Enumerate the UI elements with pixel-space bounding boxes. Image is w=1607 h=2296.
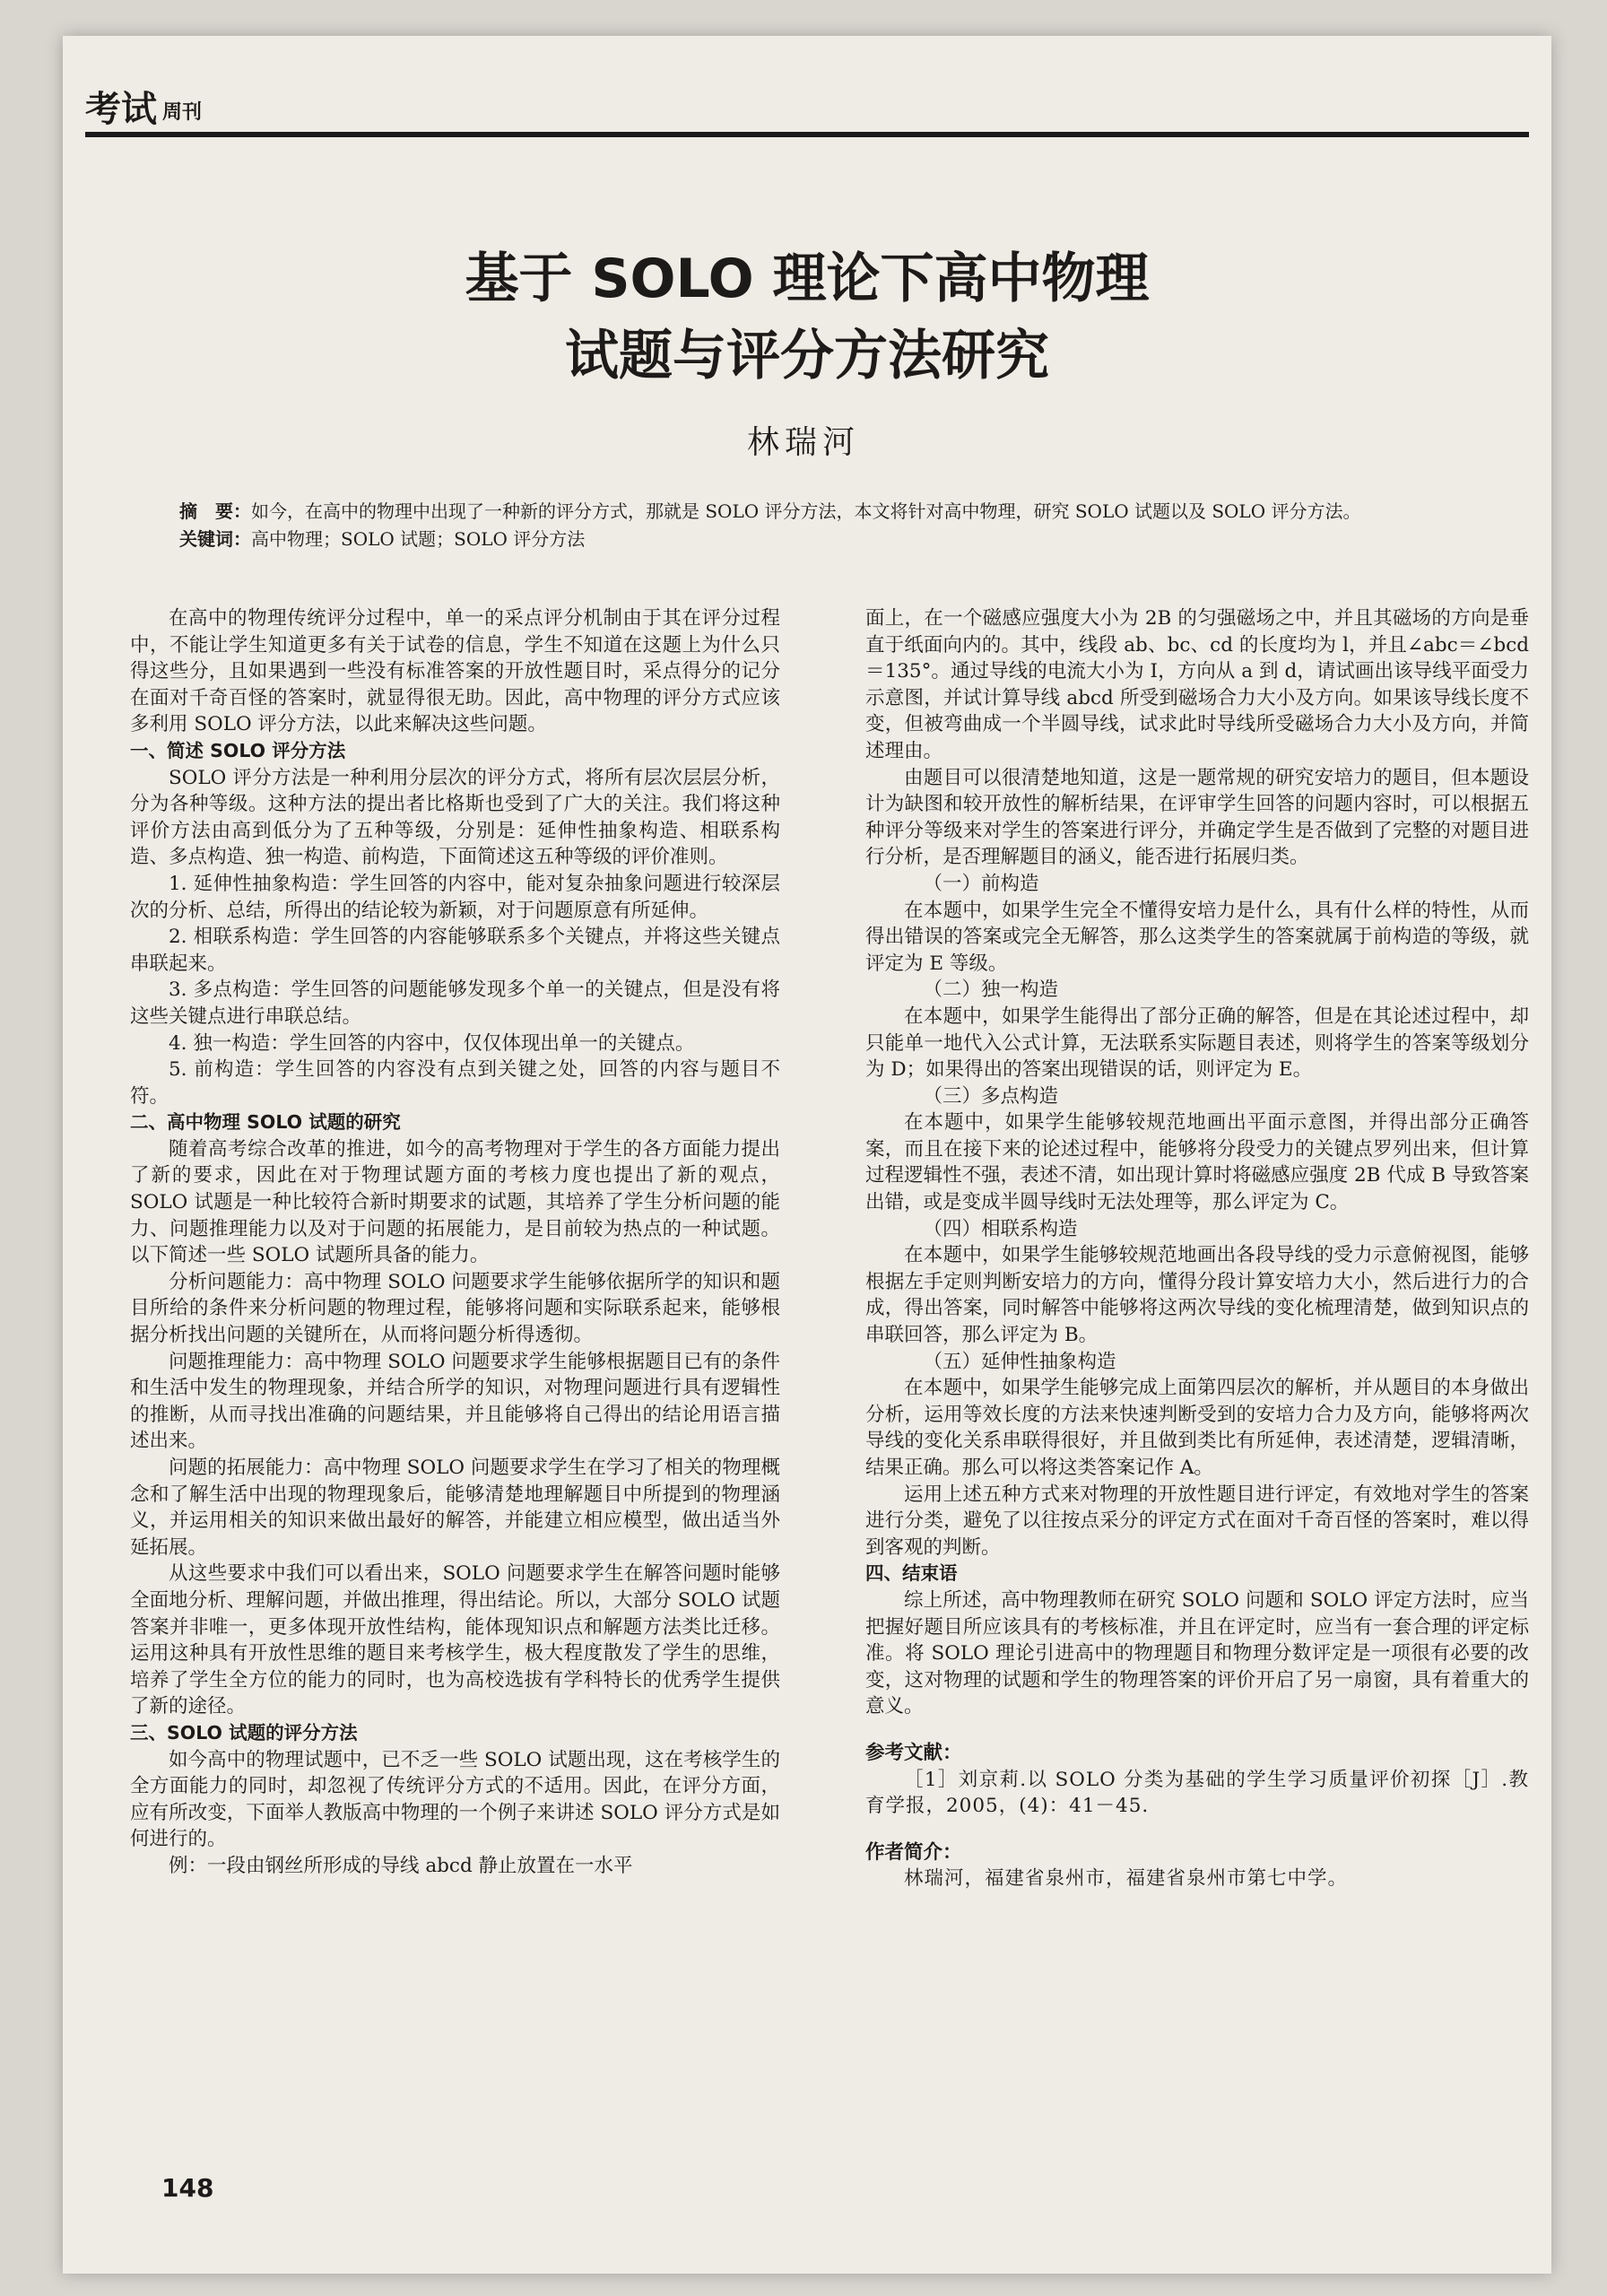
body-paragraph: 问题推理能力：高中物理 SOLO 问题要求学生能够根据题目已有的条件和生活中发生的物理现象，并结合所学的知识，对物理问题进行具有逻辑性的推断，从而寻找出准确的问题结果，并且能够将自己得出的结论用语言描述出来。 bbox=[130, 1350, 780, 1453]
section-heading: 二、高中物理 SOLO 试题的研究 bbox=[130, 1111, 401, 1134]
abstract-block bbox=[143, 498, 1569, 553]
journal-header bbox=[85, 47, 1529, 137]
body-paragraph: 3. 多点构造：学生回答的问题能够发现多个单一的关键点，但是没有将这些关键点进行串联总结。 bbox=[130, 978, 780, 1028]
body-paragraph: 在本题中，如果学生能够较规范地画出平面示意图，并得出部分正确答案，而且在接下来的论述过程中，能够将分段受力的关键点罗列出来，但计算过程逻辑性不强，表述不清，如出现计算时将磁感应强度 2B 代成 B 导致答案出错，或是变成半圆导线时无法处理等，那么评定为 C。 bbox=[865, 1111, 1529, 1214]
abstract-text: 如今，在高中的物理中出现了一种新的评分方式，那就是 SOLO 评分方法，本文将针对高中物理，研究 SOLO 试题以及 SOLO 评分方法。 bbox=[251, 500, 1361, 522]
body-paragraph: 面上，在一个磁感应强度大小为 2B 的匀强磁场之中，并且其磁场的方向是垂直于纸面向内的。其中，线段 ab、bc、cd 的长度均为 l，并且∠abc＝∠bcd＝135°。通过导线的电流大小为 I，方向从 a 到 d，请试画出该导线平面受力示意图，并试计算导线 abcd 所受到磁场合力大小及方向。如果该导线长度不变，但被弯曲成一个半圆导线，试求此时导线所受磁场合力大小及方向，并简述理由。 bbox=[865, 607, 1529, 762]
body-paragraph: 1. 延伸性抽象构造：学生回答的内容中，能对复杂抽象问题进行较深层次的分析、总结，所得出的结论较为新颖，对于问题原意有所延伸。 bbox=[130, 872, 780, 922]
body-paragraph: 在高中的物理传统评分过程中，单一的采点评分机制由于其在评分过程中，不能让学生知道更多有关于试卷的信息，学生不知道在这题上为什么只得这些分，且如果遇到一些没有标准答案的开放性题目时，采点得分的记分在面对千奇百怪的答案时，就显得很无助。因此，高中物理的评分方式应该多利用 SOLO 评分方法，以此来解决这些问题。 bbox=[130, 607, 780, 736]
body-paragraph: 4. 独一构造：学生回答的内容中，仅仅体现出单一的关键点。 bbox=[169, 1031, 695, 1055]
body-paragraph: 在本题中，如果学生能得出了部分正确的解答，但是在其论述过程中，却只能单一地代入公式计算，无法联系实际题目表述，则将学生的答案等级划分为 D；如果得出的答案出现错误的话，则评定为 E。 bbox=[865, 1004, 1529, 1082]
author-bio bbox=[865, 1866, 1529, 1892]
subsection-heading: （五）延伸性抽象构造 bbox=[923, 1350, 1116, 1373]
body-paragraph: 从这些要求中我们可以看出来，SOLO 问题要求学生在解答问题时能够全面地分析、理解问题，并做出推理，得出结论。所以，大部分 SOLO 试题答案并非唯一，更多体现开放性结构，能体现知识点和解题方法类比迁移。运用这种具有开放性思维的题目来考核学生，极大程度散发了学生的思维，培养了学生全方位的能力的同时，也为高校选拔有学科特长的优秀学生提供了新的途径。 bbox=[130, 1562, 780, 1718]
keywords-label: 关键词： bbox=[179, 528, 251, 550]
body-paragraph: 如今高中的物理试题中，已不乏一些 SOLO 试题出现，这在考核学生的全方面能力的同时，却忽视了传统评分方式的不适用。因此，在评分方面，应有所改变，下面举人教版高中物理的一个例子来讲述 SOLO 评分方式是如何进行的。 bbox=[130, 1748, 780, 1851]
body-paragraph: 例：一段由钢丝所形成的导线 abcd 静止放置在一水平 bbox=[169, 1854, 633, 1877]
section-heading: 三、SOLO 试题的评分方法 bbox=[130, 1721, 358, 1744]
author-bio-text: 林瑞河，福建省泉州市，福建省泉州市第七中学。 bbox=[904, 1867, 1349, 1891]
title-line-1: 基于 SOLO 理论下高中物理 bbox=[465, 248, 1150, 310]
subsection-heading: （二）独一构造 bbox=[923, 978, 1059, 1002]
abstract-label: 摘 要： bbox=[179, 500, 251, 522]
body-paragraph: 随着高考综合改革的推进，如今的高考物理对于学生的各方面能力提出了新的要求，因此在对于物理试题方面的考核力度也提出了新的观点，SOLO 试题是一种比较符合新时期要求的试题，其培养了学生分析问题的能力、问题推理能力以及对于问题的拓展能力，是目前较为热点的一种试题。以下简述一些 SOLO 试题所具备的能力。 bbox=[130, 1137, 780, 1267]
keywords-line bbox=[143, 526, 1569, 553]
body-paragraph: 问题的拓展能力：高中物理 SOLO 问题要求学生在学习了相关的物理概念和了解生活中出现的物理现象后，能够清楚地理解题目中所提到的物理涵义，并运用相关的知识来做出最好的解答，并能建立相应模型，做出适当外延拓展。 bbox=[130, 1457, 780, 1559]
subsection-heading: （一）前构造 bbox=[923, 872, 1039, 895]
body-paragraph: 由题目可以很清楚地知道，这是一题常规的研究安培力的题目，但本题设计为缺图和较开放性的解析结果，在评审学生回答的问题内容时，可以根据五种评分等级来对学生的答案进行评分，并确定学生是否做到了完整的对题目进行分析，是否理解题目的涵义，能否进行拓展归类。 bbox=[865, 766, 1529, 869]
body-paragraph: 运用上述五种方式来对物理的开放性题目进行评定，有效地对学生的答案进行分类，避免了以往按点采分的评定方式在面对千奇百怪的答案时，难以得到客观的判断。 bbox=[865, 1483, 1529, 1559]
page-number: 148 bbox=[161, 2173, 214, 2203]
right-column bbox=[865, 605, 1529, 1892]
magazine-name: 考试 bbox=[85, 89, 157, 130]
keywords-text: 高中物理；SOLO 试题；SOLO 评分方法 bbox=[251, 528, 586, 550]
body-paragraph: SOLO 评分方法是一种利用分层次的评分方式，将所有层次层层分析，分为各种等级。这种方法的提出者比格斯也受到了广大的关注。我们将这种评价方法由高到低分为了五种等级，分别是：延伸性抽象构造、相联系构造、多点构造、独一构造、前构造，下面简述这五种等级的评价准则。 bbox=[130, 766, 780, 869]
subsection-heading: （三）多点构造 bbox=[923, 1084, 1059, 1108]
body-paragraph: 在本题中，如果学生能够较规范地画出各段导线的受力示意俯视图，能够根据左手定则判断安培力的方向，懂得分段计算安培力大小，然后进行力的合成，得出答案，同时解答中能够将这两次导线的变化梳理清楚，做到知识点的串联回答，那么评定为 B。 bbox=[865, 1244, 1529, 1347]
section-heading: 一、简述 SOLO 评分方法 bbox=[130, 739, 346, 761]
right-column-body bbox=[865, 605, 1529, 1720]
body-paragraph: 在本题中，如果学生能够完成上面第四层次的解析，并从题目的本身做出分析，运用等效长度的方法来快速判断受到的安培力合力及方向，能够将两次导线的变化关系串联得很好，并且做到类比有所延伸，表述清楚，逻辑清晰，结果正确。那么可以将这类答案记作 A。 bbox=[865, 1377, 1529, 1479]
author-name: 林瑞河 bbox=[746, 424, 860, 461]
magazine-subtitle: 周刊 bbox=[162, 101, 203, 124]
references-heading: 参考文献： bbox=[865, 1741, 962, 1764]
body-paragraph: 综上所述，高中物理教师在研究 SOLO 问题和 SOLO 评定方法时，应当把握好题目所应该具有的考核标准，并且在评定时，应当有一套合理的评定标准。将 SOLO 理论引进高中的物理题目和物理分数评定是一项很有必要的改变，这对物理的试题和学生的物理答案的评价开启了另一扇窗，具有着重大的意义。 bbox=[865, 1588, 1529, 1718]
section-heading: 四、结束语 bbox=[865, 1562, 958, 1585]
body-paragraph: 在本题中，如果学生完全不懂得安培力是什么，具有什么样的特性，从而得出错误的答案或完全无解答，那么这类学生的答案就属于前构造的等级，就评定为 E 等级。 bbox=[865, 899, 1529, 975]
abstract-paragraph bbox=[143, 498, 1569, 526]
title-line-2: 试题与评分方法研究 bbox=[565, 325, 1049, 387]
references-list bbox=[865, 1767, 1529, 1820]
author-bio-heading: 作者简介： bbox=[865, 1840, 962, 1864]
body-paragraph: 5. 前构造：学生回答的内容没有点到关键之处，回答的内容与题目不符。 bbox=[130, 1058, 780, 1108]
left-column bbox=[130, 605, 780, 1880]
subsection-heading: （四）相联系构造 bbox=[923, 1217, 1078, 1240]
reference-item: ［1］刘京莉.以 SOLO 分类为基础的学生学习质量评价初探［J］.教育学报，2005，(4)：41－45. bbox=[865, 1768, 1529, 1818]
body-paragraph: 分析问题能力：高中物理 SOLO 问题要求学生能够依据所学的知识和题目所给的条件来分析问题的物理过程，能够将问题和实际联系起来，能够根据分析找出问题的关键所在，从而将问题分析得透彻。 bbox=[130, 1270, 780, 1347]
body-paragraph: 2. 相联系构造：学生回答的内容能够联系多个关键点，并将这些关键点串联起来。 bbox=[130, 926, 780, 975]
